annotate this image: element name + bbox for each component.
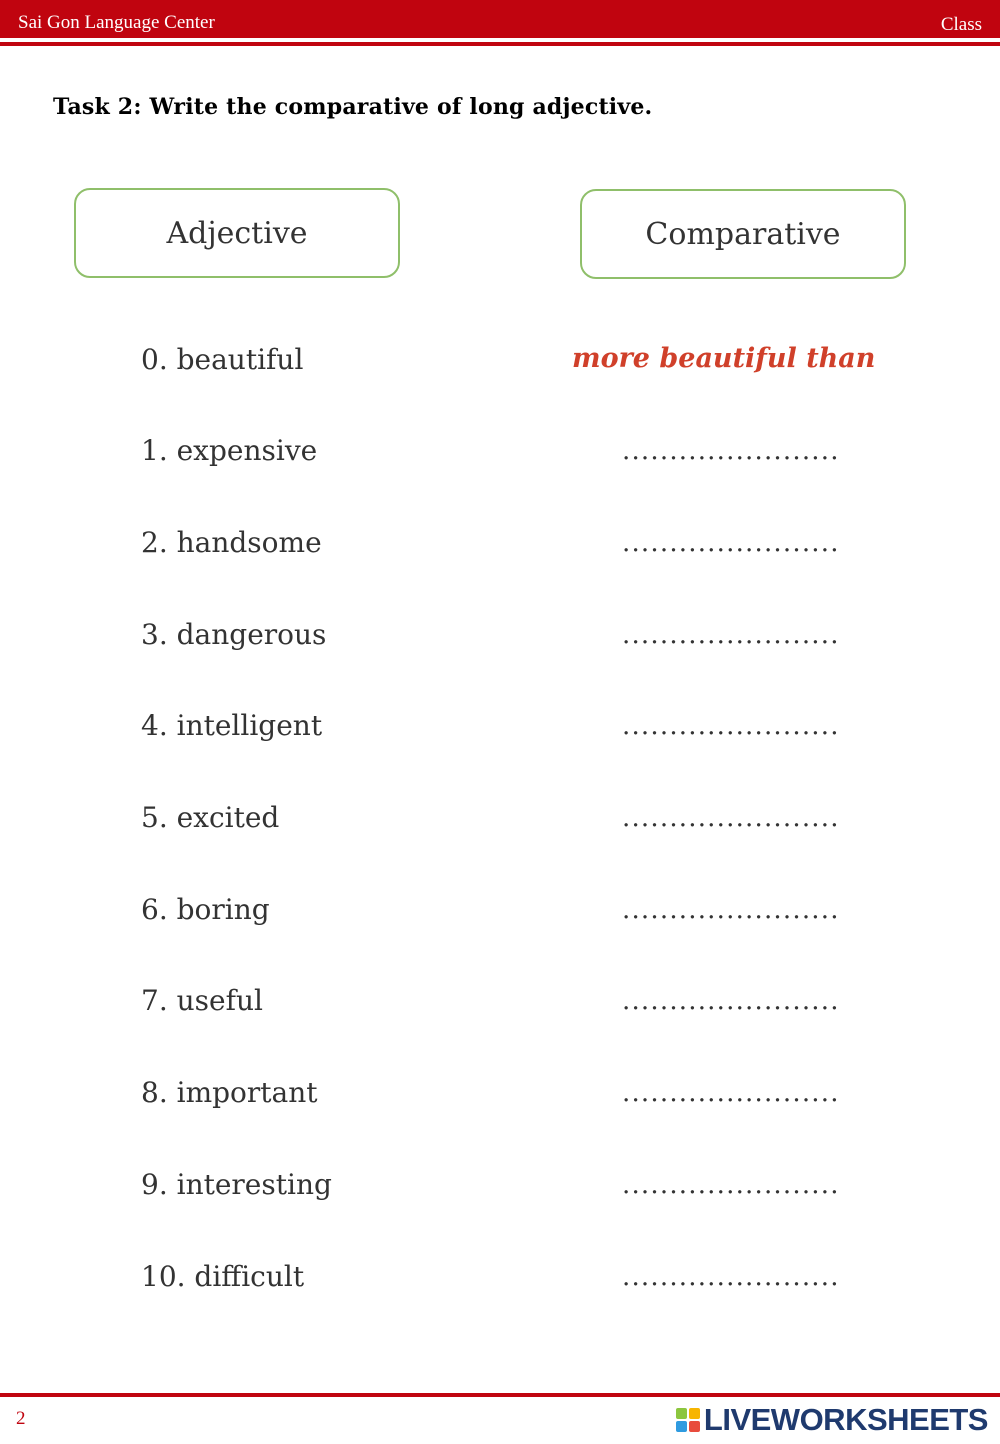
answer-blank-3[interactable]: .......................	[622, 620, 840, 650]
liveworksheets-logo-icon	[676, 1408, 700, 1432]
adjective-item-0: 0. beautiful	[141, 343, 304, 376]
answer-blank-6[interactable]: .......................	[622, 895, 840, 925]
answer-blank-8[interactable]: .......................	[622, 1078, 840, 1108]
adjective-item-2: 2. handsome	[141, 526, 322, 559]
adjective-item-3: 3. dangerous	[141, 618, 327, 651]
answer-blank-2[interactable]: .......................	[622, 528, 840, 558]
page-number: 2	[16, 1408, 26, 1429]
adjective-item-9: 9. interesting	[141, 1168, 332, 1201]
header-divider	[0, 42, 1000, 46]
answer-blank-9[interactable]: .......................	[622, 1170, 840, 1200]
liveworksheets-wordmark: LIVEWORKSHEETS	[703, 1402, 988, 1437]
header-center-name: Sai Gon Language Center	[18, 12, 215, 33]
answer-blank-10[interactable]: .......................	[622, 1262, 840, 1292]
adjective-item-5: 5. excited	[141, 801, 280, 834]
adjective-column-header: Adjective	[74, 188, 400, 278]
liveworksheets-brand[interactable]	[676, 1402, 988, 1438]
answer-blank-5[interactable]: .......................	[622, 803, 840, 833]
adjective-item-8: 8. important	[141, 1076, 318, 1109]
adjective-item-1: 1. expensive	[141, 434, 318, 467]
answer-blank-4[interactable]: .......................	[622, 711, 840, 741]
adjective-item-10: 10. difficult	[141, 1260, 305, 1293]
footer-divider	[0, 1393, 1000, 1397]
header-class-label: Class	[940, 14, 982, 35]
header-bar	[0, 0, 1000, 38]
adjective-item-6: 6. boring	[141, 893, 270, 926]
answer-blank-7[interactable]: .......................	[622, 986, 840, 1016]
answer-blank-1[interactable]: .......................	[622, 436, 840, 466]
example-answer: more beautiful than	[572, 343, 876, 374]
task-title: Task 2: Write the comparative of long adjective.	[53, 94, 653, 120]
adjective-item-4: 4. intelligent	[141, 709, 323, 742]
adjective-item-7: 7. useful	[141, 984, 263, 1017]
comparative-column-header: Comparative	[580, 189, 906, 279]
